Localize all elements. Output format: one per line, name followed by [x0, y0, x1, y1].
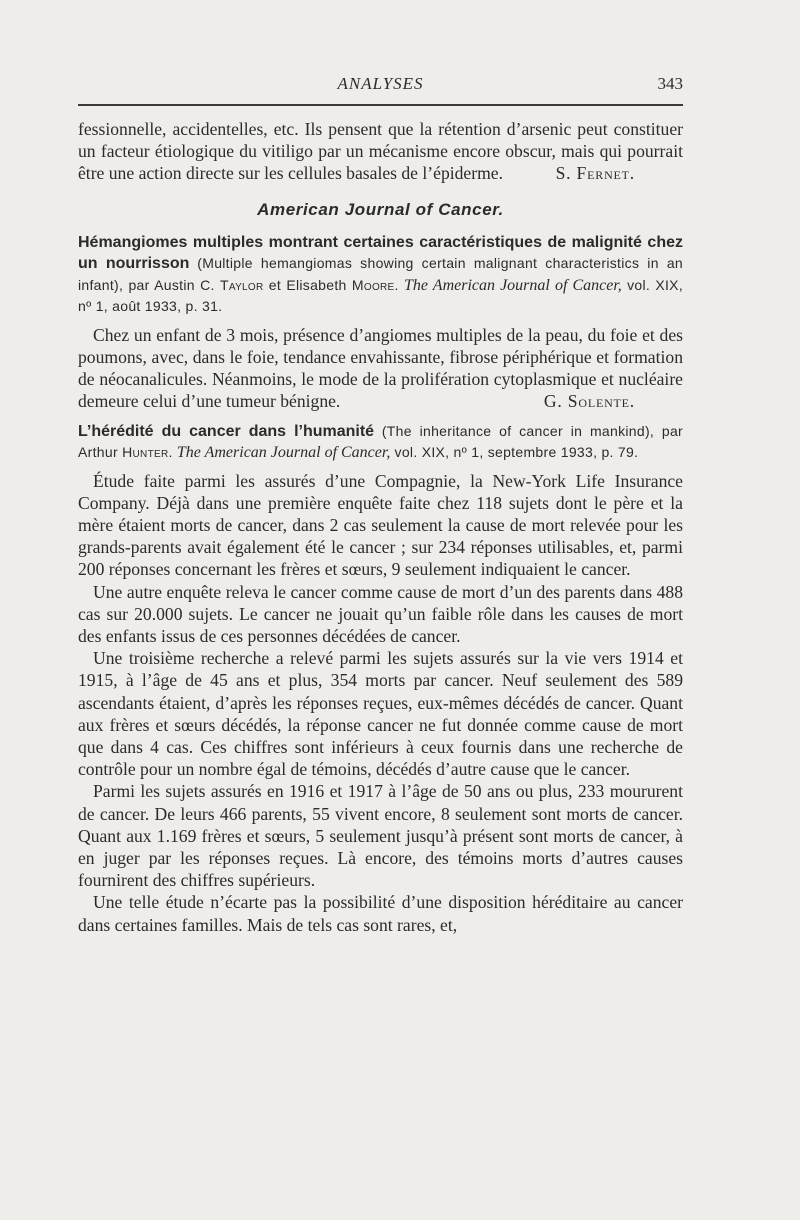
entry-2-title: L’hérédité du cancer dans l’humanité: [78, 422, 375, 440]
entry-2-citation: vol. XIX, nº 1, septembre 1933, p. 79.: [390, 444, 639, 461]
entry-1-joiner: et Elisabeth: [263, 276, 352, 293]
entry-1-after-authors: .: [394, 276, 404, 293]
entry-1-journal: The American Journal of Cancer,: [404, 276, 622, 294]
entry-2-original-title: (The inheritance of cancer in mankind), par Arthur: [78, 422, 683, 461]
signature-solente: G. Solente.: [543, 391, 635, 412]
page-number: 343: [657, 74, 683, 93]
entry-2-paragraph: Une autre enquête releva le cancer comme cause de mort d’un des parents dans 488 cas sur 20.000 sujets. Le cancer ne jouait qu’un faible rôle dans les causes de mort des enfants issus de ces personnes décédées de cancer.: [78, 581, 683, 647]
entry-1-summary-text: Chez un enfant de 3 mois, présence d’angiomes multiples de la peau, du foie et des poumons, avec, dans le foie, tendance envahissante, fibrose périphérique et formation de néocanalicules. Néanmoins, le mode de la prolifération cytoplasmique et nucléaire demeure celui d’une tumeur bénigne.: [78, 324, 683, 412]
entry-2-after-author: .: [168, 444, 177, 461]
entry-1-heading: [78, 233, 683, 318]
entry-1-original-title: (Multiple hemangiomas showing certain malignant characteristics in an infant), par Austin C.: [78, 255, 684, 293]
entry-2-heading: [78, 421, 683, 464]
entry-2-paragraph: Une troisième recherche a relevé parmi les sujets assurés sur la vie vers 1914 et 1915, à l’âge de 45 ans et plus, 354 morts par cancer. Neuf seulement des 589 ascendants étaient, d’après les réponses reçues, eux-mêmes décédés de cancer. Quant aux frères et sœurs décédés, la réponse cancer ne fut donnée comme cause de mort que dans 4 cas. Ces chiffres sont inférieurs à ceux fournis dans une recherche de contrôle pour un nombre égal de témoins, décédés d’autre cause que le cancer.: [78, 648, 683, 780]
entry-1-title: Hémangiomes multiples montrant certaines caractéristiques de malignité chez un nourrisson: [78, 233, 683, 273]
entry-2-paragraph: Une telle étude n’écarte pas la possibilité d’une disposition héréditaire au cancer dans certaines familles. Mais de tels cas sont rares, et,: [78, 892, 683, 935]
entry-2-paragraph: Parmi les sujets assurés en 1916 et 1917 à l’âge de 50 ans ou plus, 233 moururent de cancer. De leurs 466 parents, 55 vivent encore, 8 seulement sont morts de cancer. Quant aux 1.169 frères et sœurs, 5 seulement jusqu’à présent sont morts de cancer, à en juger par les réponses reçues. Là encore, des témoins morts d’autres causes fournirent des chiffres supérieurs.: [78, 781, 683, 891]
entry-2-author: Hunter: [122, 444, 169, 461]
continued-paragraph-text: fessionnelle, accidentelles, etc. Ils pensent que la rétention d’arsenic peut constituer un facteur étiologique du vitiligo par un mécanisme encore obscur, mais qui pourrait être une action directe sur les cellules basales de l’épiderme.: [78, 119, 683, 184]
journal-heading: American Journal of Cancer.: [257, 199, 504, 219]
entry-1-citation: vol. XIX, nº 1, août 1933, p. 31.: [78, 276, 684, 315]
entry-1-author-2: Moore: [351, 276, 395, 293]
running-head: [78, 74, 683, 98]
entry-2-journal: The American Journal of Cancer,: [176, 444, 391, 462]
continued-paragraph: [78, 118, 683, 185]
entry-2-paragraph: Étude faite parmi les assurés d’une Compagnie, la New-York Life Insurance Company. Déjà dans une première enquête faite chez 118 sujets dont le père et la mère étaient morts de cancer, dans 2 cas seulement la cause de mort relevée pour les grands-parents avait également été le cancer ; sur 234 réponses utilisables, et, parmi 200 réponses concernant les frères et sœurs, 9 seulement indiquaient le cancer.: [78, 470, 683, 580]
entry-1-author-1: Taylor: [219, 276, 264, 293]
entry-1-summary: [78, 324, 683, 413]
signature-fernet: S. Fernet.: [555, 163, 635, 184]
header-rule: [78, 104, 683, 106]
running-title: ANALYSES: [337, 74, 424, 93]
page-body: [78, 118, 683, 936]
